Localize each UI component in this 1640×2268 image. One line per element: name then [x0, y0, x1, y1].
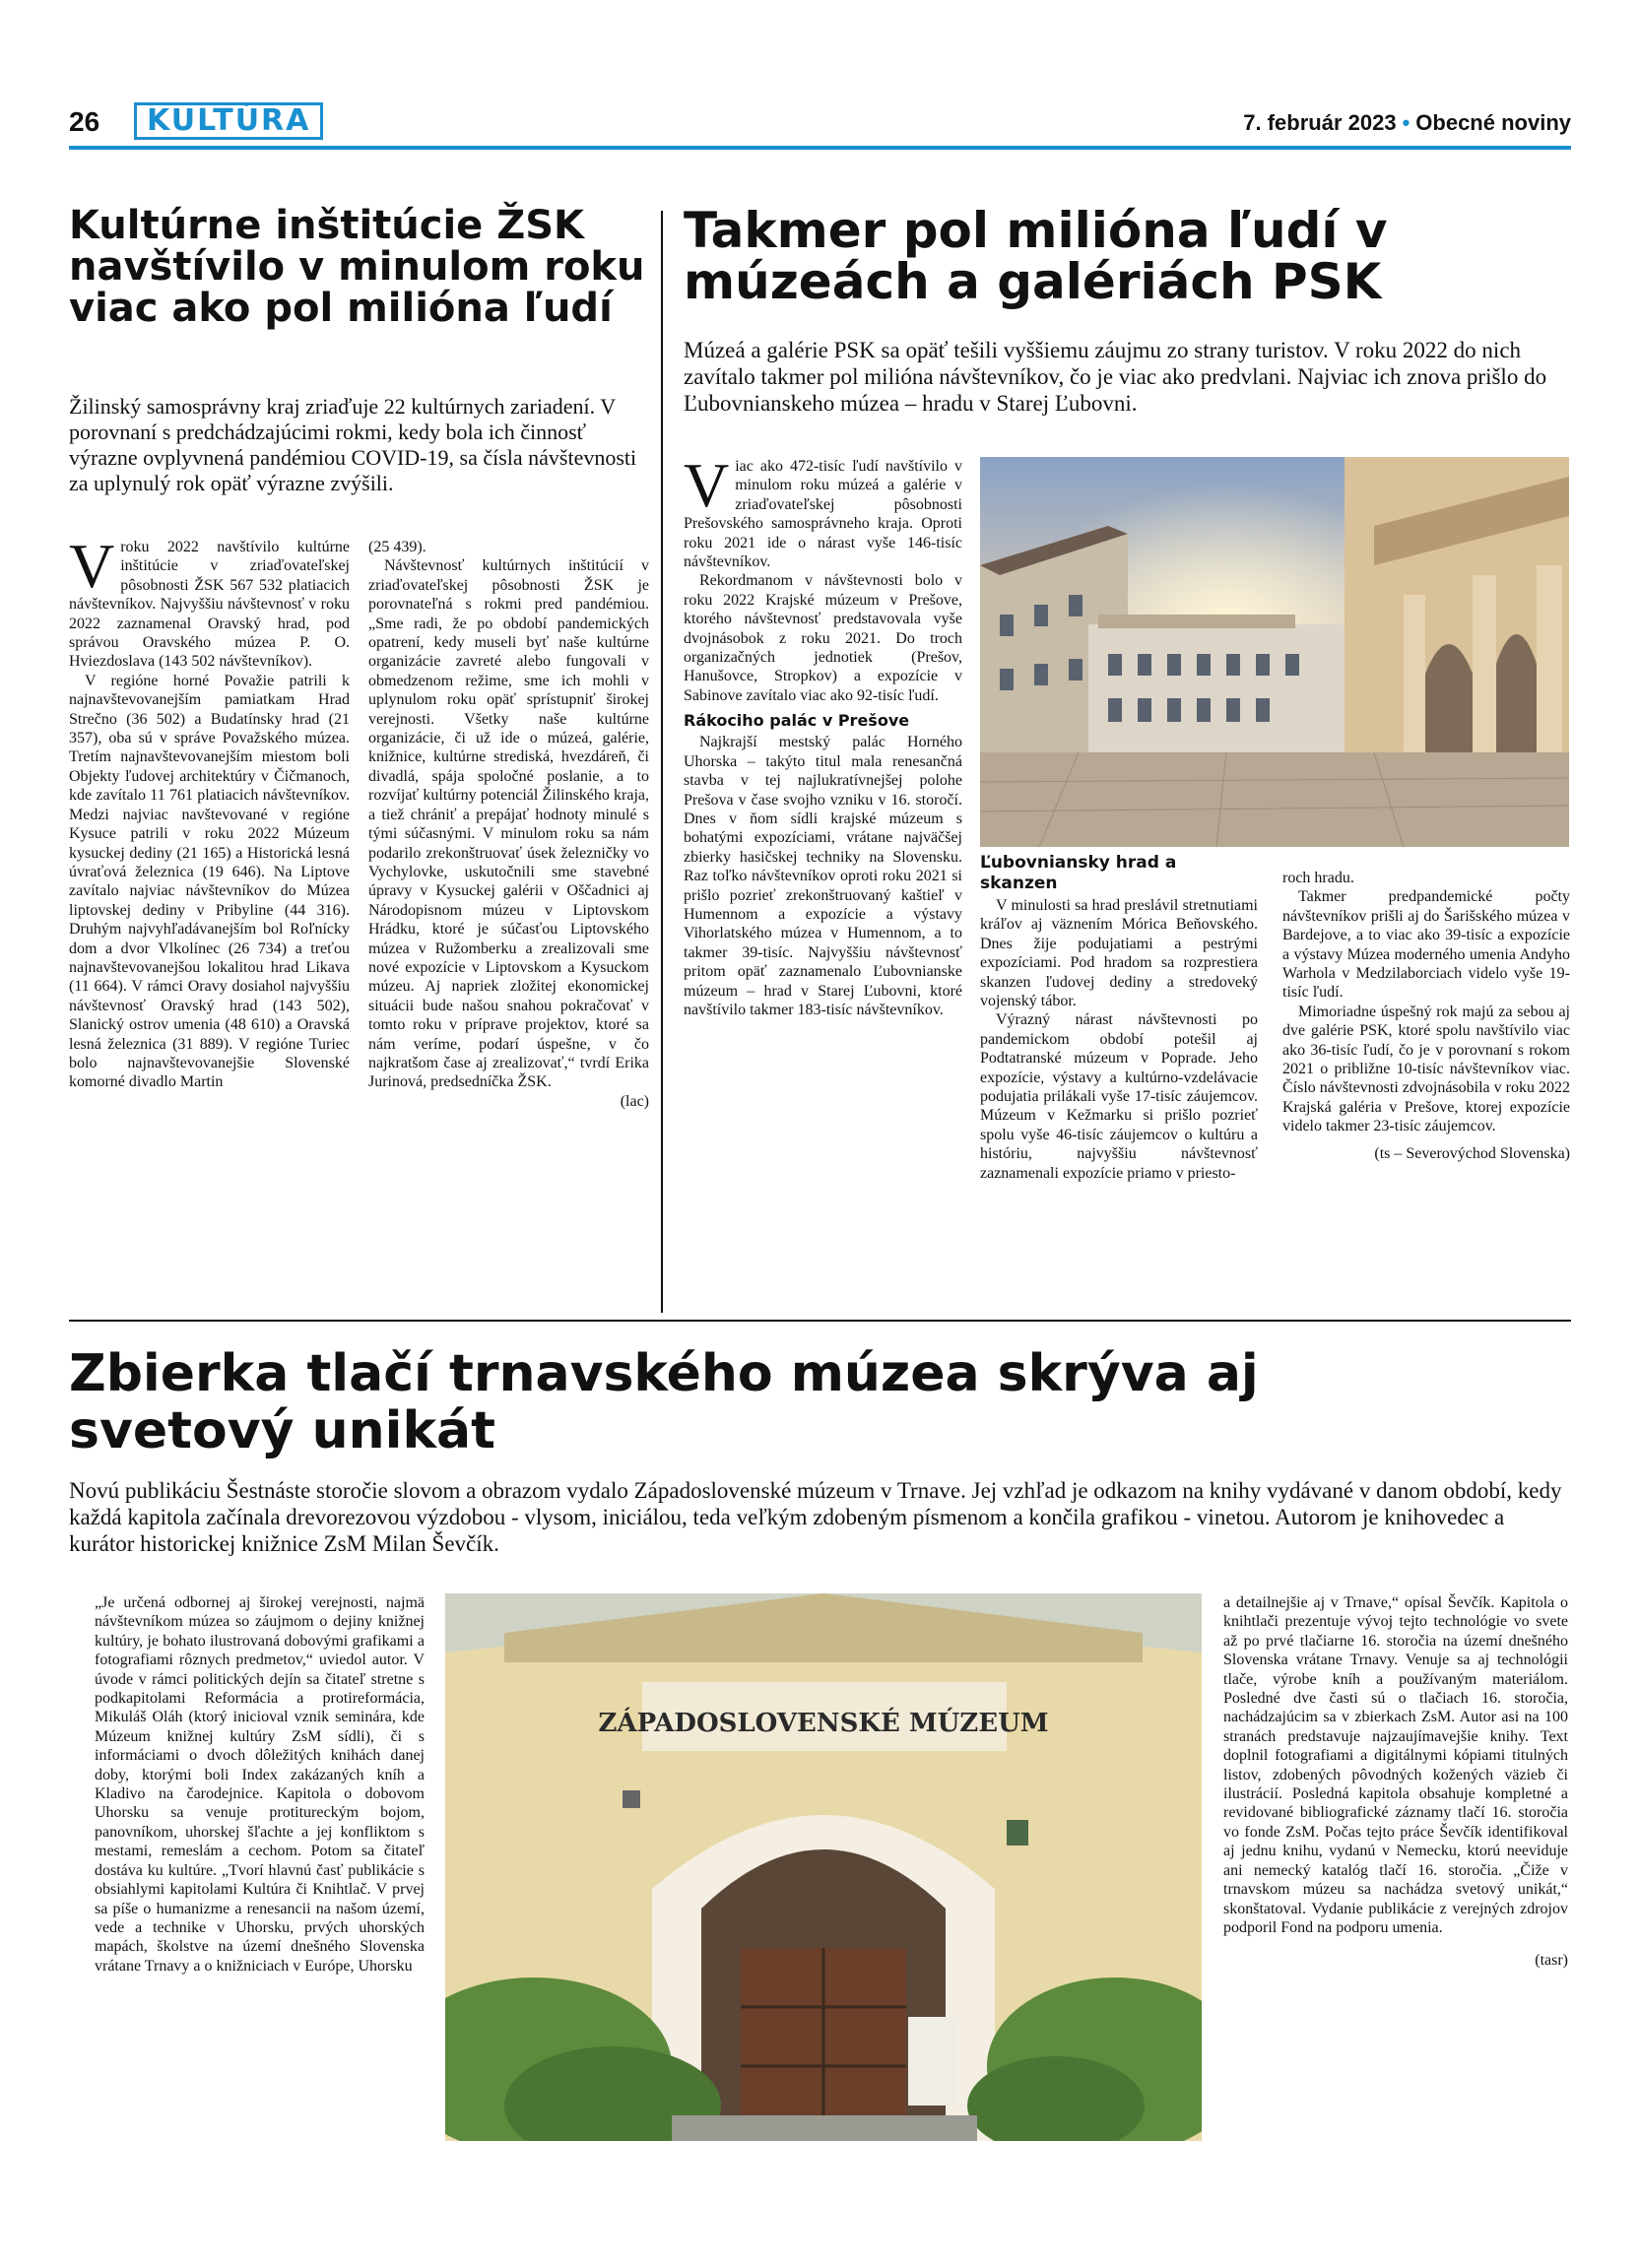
paragraph: V minulosti sa hrad preslávil stretnutiami kráľov aj väznením Mórica Beňovského. Dnes žije podujatiami a pestrými expozíciami. Pod hradom sa rozprestiera skanzen ľudovej dediny a stredoveký vojenský tábor. — [980, 897, 1258, 1010]
header-separator: • — [1402, 110, 1410, 135]
paragraph: Najkrajší mestský palác Horného Uhorska – takýto titul mala renesančná stavba v tej najlukratívnejšej polohe Prešova v čase svojho vzniku v 16. storočí. Dnes v ňom sídli krajské múzeum s bohatými expozíciami, vrátane najväčšej zbierky hasičskej techniky na Slovensku. Raz toľko návštevníkov oproti roku 2021 si prišlo pozrieť zrekonštruovaný kaštieľ v Humennom a expozície a výstavy Vihorlatského múzea v Humennom, a to takmer 39-tisíc. Najvyššiu návštevnosť pritom opäť zaznamenalo Ľubovnianske múzeum – hrad v Starej Ľubovni, ktoré navštívilo takmer 183-tisíc návštevníkov. — [684, 734, 962, 1018]
drop-cap: V — [69, 531, 115, 601]
paragraph: V regióne horné Považie patrili k najnavštevovanejším pamiatkam Hrad Strečno (36 502) a Budatínsky hrad (21 357), oba sú v správe Považského múzea. Tretím najnavštevovanejším miestom boli Objekty ľudovej architektúry v Čičmanoch, kde zavítalo 11 761 platiacich návštevníkov. Medzi najviac navštevované v regióne Kysuce patrili v roku 2022 Múzeum kysuckej dediny (21 165) a Historická lesná úvraťová železnica (19 646). Na Liptove zavítalo najviac návštevníkov do Múzea liptovskej dediny v Pribyline (44 316). Druhým najvyhľadávanejším bol Roľnícky dom a dvor Vlkolínec (26 734) a treťou najnavštevovanejšou lokalitou hrad Likava (11 664). V rámci Oravy dosiahol najvyššiu návštevnosť Oravský hrad (143 502), Slanický ostrov umenia (48 610) a Oravská lesná železnica (31 889). V regióne Turiec bolo najnavštevovanejšie Slovenské komorné divadlo Martin — [69, 672, 350, 1091]
photo-caption: Ľubovniansky hrad a skanzen — [980, 853, 1177, 893]
page-number: 26 — [69, 106, 100, 137]
signature: (lac) — [620, 1092, 649, 1110]
paragraph: Návštevnosť kultúrnych inštitúcií v zriaďovateľskej pôsobnosti ŽSK je porovnateľná s rokmi pred pandémiou. „Sme radi, že po období pandemických opatrení, kedy museli byť naše kultúrne organizácie zavreté alebo fungovali v obmedzenom režime, sme ich mohli v uplynulom roku opäť sprístupniť širokej verejnosti. Všetky naše kultúrne organizácie, či už ide o múzeá, galérie, knižnice, kultúrne strediská, hvezdáreň, či divadlá, spája spoločné poslanie, a to rozvíjať kultúrny potenciál Žilinského kraja, a tiež chrániť a prepájať hodnoty minulé s tými súčasnými. V minulom roku sa nám podarilo zrekonštruovať úsek železničky vo Vychylovke, uskutočnili sme stavebné úpravy v Kysuckej galérii v Oščadnici aj Národopisnom múzeu v Liptovskom Hrádku, ktoré je súčasťou Liptovského múzea v Ružomberku a zrealizovali sme nové expozície v Liptovskom a Kysuckom múzeu. Aj napriek zložitej ekonomickej situácii bude našou snahou pokračovať v tomto roku v príprave projektov, ktoré sa nám veríme, podarí úspešne, v čo najkratšom čase aj zrealizovať,“ tvrdí Erika Jurinová, predsedníčka ŽSK. — [368, 557, 649, 1091]
publication-name: Obecné noviny — [1415, 110, 1571, 135]
paragraph: „Je určená odbornej aj širokej verejnosti, najmä návštevníkom múzea so záujmom o dejiny knižnej kultúry, je bohato ilustrovaná dobovými grafikami a fotografiami rôznych predmetov,“ uviedol autor. V úvode v rámci politických dejín sa čitateľ stretne s podkapitolami Reformácia a protireformácia, Mikuláš Oláh (ktorý inicioval vznik seminára, kde Múzeum knižnej kultúry ZsM sídli), či s informáciami o dvoch dôležitých knihách danej doby, ktorými boli Index zakázaných kníh a Kladivo na čarodejnice. Kapitola o dobovom Uhorsku sa venuje protitureckým bojom, panovníkom, uhorskej šľachte a jej konfliktom s mestami, remeslám a cechom. Potom sa čitateľ dostáva ku kultúre. „Tvorí hlavnú časť publikácie s obsiahlymi kapitolami Kultúra či Knihtlač. V prvej sa píše o humanizme a renesancii na našom území, vede a technike v Uhorsku, prvých uhorských mapách, školstve na území dnešného Slovenska vrátane Trnavy a o knižniciach v Európe, Uhorsku — [95, 1594, 425, 1975]
right-article-col1 — [684, 450, 962, 1019]
issue-date: 7. február 2023 — [1243, 110, 1397, 135]
paragraph: Rekordmanom v návštevnosti bolo v roku 2022 Krajské múzeum v Prešove, ktorého návštevnosť predstavovala vyše dvojnásobok z roku 2021. Do troch organizačných jednotiek (Prešov, Hanušovce, Stropkov) a expozície v Sabinove zavítalo viac ako 92-tisíc ľudí. — [684, 572, 962, 704]
header-rule — [69, 146, 1571, 150]
left-article-title: Kultúrne inštitúcie ŽSK navštívilo v minulom roku viac ako pol milióna ľudí — [69, 203, 645, 331]
right-article-lead: Múzeá a galérie PSK sa opäť tešili vyššiemu záujmu zo strany turistov. V roku 2022 do nich zavítalo takmer pol milióna návštevníkov, čo je viac ako predvlani. Najviac ich znova prišlo do Ľubovnianskeho múzea – hradu v Starej Ľubovni. — [684, 338, 1547, 416]
castle-photo — [980, 457, 1569, 847]
signature: (tasr) — [1535, 1952, 1568, 1970]
left-article-lead: Žilinský samosprávny kraj zriaďuje 22 kultúrnych zariadení. V porovnaní s predchádzajúcimi rokmi, kedy bola ich činnosť výrazne ovplyvnená pandémiou COVID-19, sa čísla návštevnosti za uplynulý rok opäť výrazne zvýšili. — [69, 394, 637, 495]
bottom-article-col1 — [95, 1593, 425, 1976]
right-article-col3 — [1282, 869, 1570, 1163]
drop-cap: V — [684, 450, 730, 520]
section-rubric: KULTÚRA — [134, 102, 323, 140]
paragraph: iac ako 472-tisíc ľudí navštívilo v minulom roku múzeá a galérie v zriaďovateľskej pôsobnosti Prešovského samosprávneho kraja. Oproti roku 2021 ide o nárast vyše 146-tisíc návštevníkov. — [684, 458, 962, 571]
paragraph: a detailnejšie aj v Trnave,“ opísal Ševčík. Kapitola o knihtlači prezentuje vývoj tejto technológie vo svete až po prvé tlačiarne 16. storočia na území dnešného Slovenska vrátane Trnavy. Venuje sa aj technológii tlače, výrobe kníh a používaným materiálom. Posledné dve časti sú o tlačiach 16. storočia, nachádzajúcim sa v zbierkach ZsM. Autor asi na 100 stranách predstavuje najzaujímavejšie knihy. Text doplnil fotografiami a digitálnymi kópiami titulných listov, zdobených pôvodných kožených väzieb či ilustrácií. Posledná kapitola obsahuje kompletné a revidované bibliografické záznamy tlačí 16. storočia vo fonde ZsM. Počas tejto práce Ševčík identifikoval aj jednu knihu, vydanú v Nemecku, ktorú neeviduje ani nemecký katalóg tlačí 16. storočia. „Čiže v trnavskom múzeu sa nachádza svetový unikát,“ skonštatoval. Vydanie publikácie z verejných zdrojov podporil Fond na podporu umenia. — [1223, 1594, 1568, 1936]
paragraph: roku 2022 navštívilo kultúrne inštitúcie v zriaďovateľskej pôsobnosti ŽSK 567 532 platiacich návštevníkov. Najvyššiu návštevnosť v roku 2022 zaznamenal Oravský hrad, pod správou Oravského múzea P. O. Hviezdoslava (143 502 návštevníkov). — [69, 539, 350, 671]
paragraph: Takmer predpandemické počty návštevníkov prišli aj do Šarišského múzea v Bardejove, a to viac ako 39-tisíc a expozície a výstavy Múzea moderného umenia Andyho Warhola v Medzilaborciach videlo vyše 19-tisíc ľudí. — [1282, 888, 1570, 1002]
paragraph: (25 439). — [368, 539, 426, 555]
signature: (ts – Severovýchod Slovenska) — [1374, 1144, 1570, 1162]
paragraph: Mimoriadne úspešný rok majú za sebou aj dve galérie PSK, ktoré spolu navštívilo viac ako 36-tisíc ľudí, čo je v porovnaní s rokom 2021 o približne 10-tisíc návštevníkov viac. Číslo návštevnosti zdvojnásobila v roku 2022 Krajská galéria v Prešove, ktorej expozície videlo takmer 23-tisíc záujemcov. — [1282, 1003, 1570, 1135]
paragraph: Výrazný nárast návštevnosti po pandemickom období potešil aj Podtatranské múzeum v Poprade. Jeho expozície, výstavy a kultúrno-vzdelávacie podujatia prilákali vyše 17-tisíc záujemcov. Múzeum v Kežmarku si prišlo pozrieť spolu vyše 46-tisíc záujemcov o kultúru a históriu, najvyššiu návštevnosť zaznamenali expozície priamo v priesto- — [980, 1011, 1258, 1182]
bottom-article-col2 — [1223, 1593, 1568, 1971]
left-article-col1 — [69, 531, 350, 1092]
museum-photo — [445, 1593, 1202, 2141]
building-sign: ZÁPADOSLOVENSKÉ MÚZEUM — [598, 1709, 1049, 1738]
right-article-title: Takmer pol milióna ľudí v múzeách a galériách PSK — [684, 202, 1388, 310]
bottom-article-lead: Novú publikáciu Šestnáste storočie slovom a obrazom vydalo Západoslovenské múzeum v Trnave. Jej vzhľad je odkazom na knihy vydávané v danom období, kedy každá kapitola začínala drevorezovou výzdobou - vlysom, iniciálou, teda veľkým zdobeným písmenom a končila grafikou - vinetou. Autorom je knihovedec a kurátor historickej knižnice ZsM Milan Ševčík. — [69, 1478, 1562, 1556]
paragraph: roch hradu. — [1282, 870, 1354, 886]
bottom-article-title: Zbierka tlačí trnavského múzea skrýva aj svetový unikát — [69, 1344, 1259, 1460]
left-article-col2 — [368, 538, 649, 1111]
column-divider — [661, 211, 663, 1313]
header-info — [1243, 110, 1571, 136]
right-article-col2 — [980, 896, 1258, 1183]
article-separator — [69, 1320, 1571, 1322]
subheading: Rákociho palác v Prešove — [684, 711, 910, 731]
